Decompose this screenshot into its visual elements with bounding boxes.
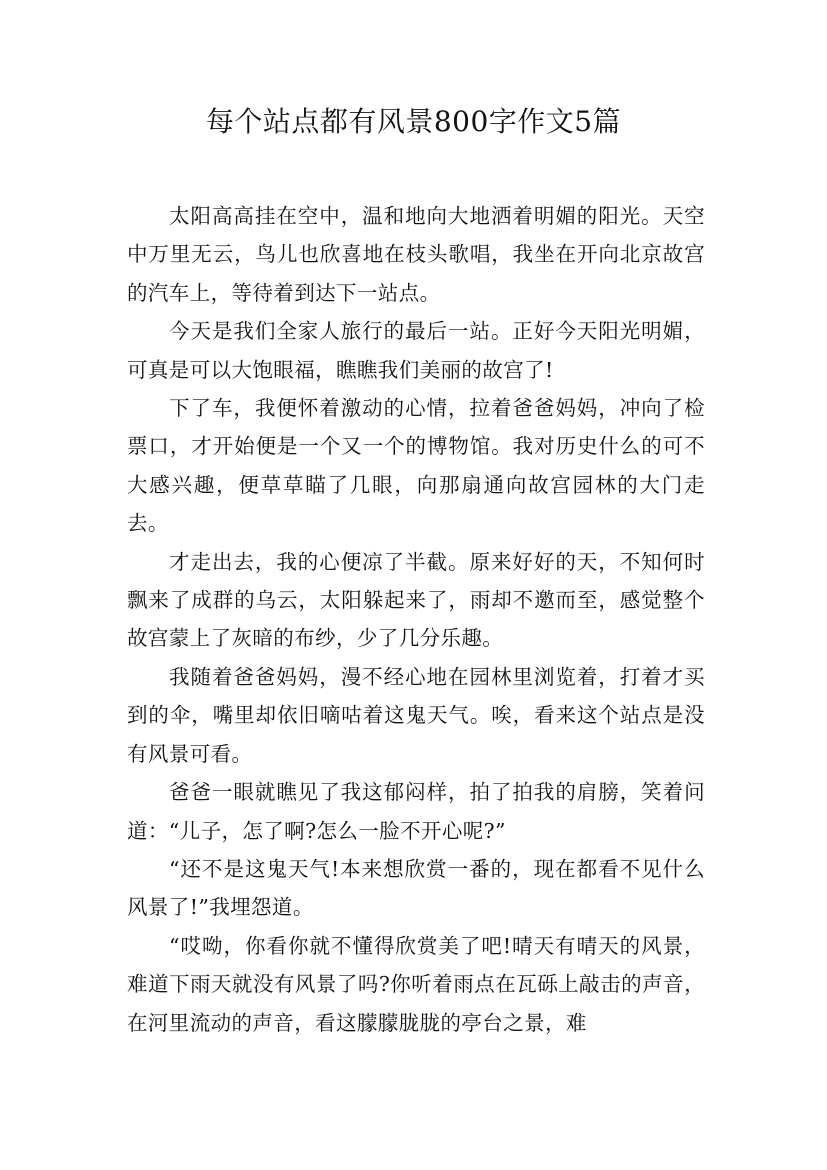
document-title: 每个站点都有风景800字作文5篇 [205,105,622,138]
paragraph: “哎呦，你看你就不懂得欣赏美了吧!晴天有晴天的风景，难道下雨天就没有风景了吗?你听着雨点在瓦砾上敲击的声音，在河里流动的声音，看这朦朦胧胧的亭台之景，难 [127,933,705,1035]
paragraph: 今天是我们全家人旅行的最后一站。正好今天阳光明媚，可真是可以大饱眼福，瞧瞧我们美丽的故宫了! [127,319,705,382]
paragraph: 下了车，我便怀着激动的心情，拉着爸爸妈妈，冲向了检票口，才开始便是一个又一个的博物馆。我对历史什么的可不大感兴趣，便草草瞄了几眼，向那扇通向故宫园林的大门走去。 [127,396,705,536]
document-body [127,197,705,1042]
paragraph: 才走出去，我的心便凉了半截。原来好好的天，不知何时飘来了成群的乌云，太阳躲起来了，雨却不邀而至，感觉整个故宫蒙上了灰暗的布纱，少了几分乐趣。 [127,549,705,651]
paragraph: 爸爸一眼就瞧见了我这郁闷样，拍了拍我的肩膀，笑着问道：“儿子，怎了啊?怎么一脸不开心呢?” [127,780,705,843]
paragraph: 我随着爸爸妈妈，漫不经心地在园林里浏览着，打着才买到的伞，嘴里却依旧嘀咕着这鬼天气。唉，看来这个站点是没有风景可看。 [127,664,705,766]
paragraph: 太阳高高挂在空中，温和地向大地洒着明媚的阳光。天空中万里无云，鸟儿也欣喜地在枝头歌唱，我坐在开向北京故宫的汽车上，等待着到达下一站点。 [127,204,705,305]
paragraph: “还不是这鬼天气!本来想欣赏一番的，现在都看不见什么风景了!”我埋怨道。 [127,856,705,920]
